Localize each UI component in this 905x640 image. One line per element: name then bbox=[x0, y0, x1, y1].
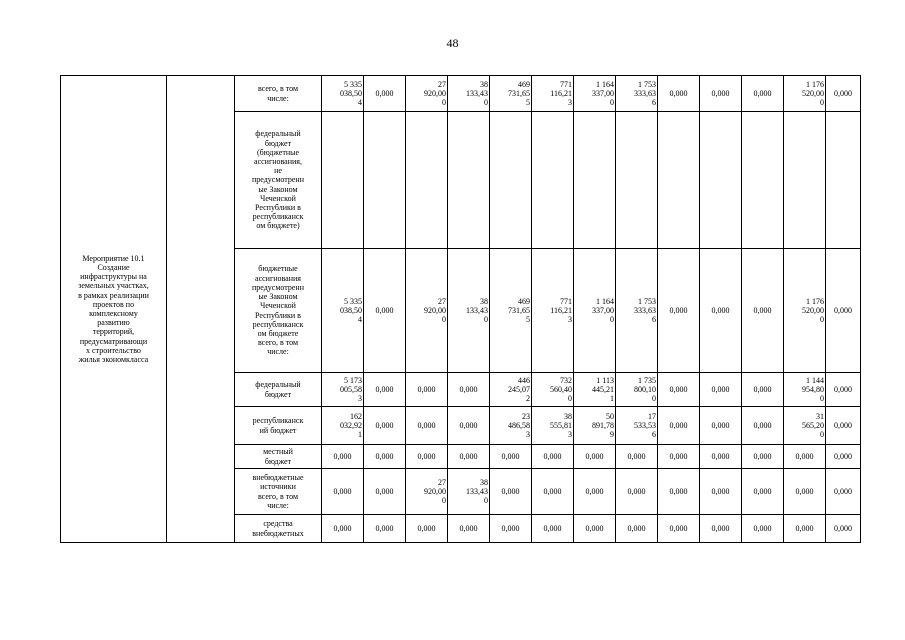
budget-table bbox=[60, 75, 861, 543]
funding-source: республиканск ий бюджет bbox=[252, 416, 304, 435]
value: 0,000 bbox=[711, 384, 730, 394]
value: 0,000 bbox=[459, 420, 478, 430]
value: 0,000 bbox=[585, 486, 604, 496]
value-cell bbox=[700, 76, 742, 112]
value-cell bbox=[574, 445, 616, 469]
value: 5 335 038,50 4 bbox=[340, 79, 362, 108]
value-cell bbox=[532, 112, 574, 249]
value-cell bbox=[322, 76, 364, 112]
value-cell bbox=[490, 407, 532, 445]
value-cell bbox=[784, 249, 826, 373]
value-cell bbox=[322, 112, 364, 249]
value-cell bbox=[574, 373, 616, 407]
funding-source-cell bbox=[235, 515, 322, 543]
value-cell bbox=[742, 112, 784, 249]
value: 0,000 bbox=[834, 486, 852, 496]
value: 1 753 333,63 6 bbox=[634, 79, 656, 108]
value: 771 116,21 3 bbox=[550, 79, 572, 108]
value-cell bbox=[742, 373, 784, 407]
value: 0,000 bbox=[501, 451, 520, 461]
value-cell bbox=[364, 76, 406, 112]
value-cell bbox=[742, 249, 784, 373]
value: 162 032,92 1 bbox=[340, 411, 362, 440]
value-cell bbox=[742, 469, 784, 515]
value: 0,000 bbox=[795, 486, 814, 496]
value: 0,000 bbox=[375, 384, 394, 394]
value-cell bbox=[448, 407, 490, 445]
value-cell bbox=[490, 445, 532, 469]
value-cell bbox=[532, 76, 574, 112]
value: 0,000 bbox=[417, 451, 436, 461]
value: 0,000 bbox=[543, 451, 562, 461]
value: 0,000 bbox=[333, 451, 352, 461]
value: 0,000 bbox=[753, 451, 772, 461]
value: 0,000 bbox=[711, 420, 730, 430]
table-body bbox=[61, 76, 861, 543]
value-cell bbox=[406, 112, 448, 249]
value-cell bbox=[532, 469, 574, 515]
funding-source-cell bbox=[235, 76, 322, 112]
value: 0,000 bbox=[459, 451, 478, 461]
value-cell bbox=[700, 373, 742, 407]
value-cell bbox=[574, 112, 616, 249]
value-cell bbox=[826, 76, 861, 112]
value-cell bbox=[700, 445, 742, 469]
value: 0,000 bbox=[753, 88, 772, 98]
measure-name-cell bbox=[61, 76, 167, 543]
value-cell bbox=[658, 76, 700, 112]
funding-source: федеральный бюджет (бюджетные ассигнования, не предусмотренн ые Законом Чеченской Республики в республиканск ом бюджете) bbox=[251, 129, 304, 231]
value: 0,000 bbox=[711, 305, 730, 315]
value-cell bbox=[784, 112, 826, 249]
value: 1 164 337,00 0 bbox=[592, 296, 614, 325]
value: 0,000 bbox=[795, 523, 814, 533]
value-cell bbox=[616, 407, 658, 445]
value: 0,000 bbox=[834, 523, 852, 533]
funding-source: внебюджетные источники всего, в том числе: bbox=[252, 473, 304, 510]
value-cell bbox=[532, 249, 574, 373]
value-cell bbox=[700, 515, 742, 543]
blank-cell bbox=[167, 76, 235, 543]
funding-source-cell bbox=[235, 249, 322, 373]
value-cell bbox=[322, 515, 364, 543]
value: 446 245,07 2 bbox=[508, 375, 530, 404]
value: 0,000 bbox=[375, 305, 394, 315]
value: 0,000 bbox=[669, 88, 688, 98]
value: 0,000 bbox=[627, 523, 646, 533]
value-cell bbox=[448, 249, 490, 373]
value: 469 731,65 5 bbox=[508, 79, 530, 108]
value: 27 920,00 0 bbox=[424, 79, 446, 108]
value: 0,000 bbox=[669, 420, 688, 430]
table-row bbox=[61, 76, 861, 112]
value: 0,000 bbox=[834, 88, 852, 98]
value-cell bbox=[364, 112, 406, 249]
value: 1 113 445,21 1 bbox=[592, 375, 614, 404]
value-cell bbox=[574, 249, 616, 373]
value-cell bbox=[616, 249, 658, 373]
value: 0,000 bbox=[585, 523, 604, 533]
value-cell bbox=[448, 76, 490, 112]
value: 0,000 bbox=[375, 486, 394, 496]
funding-source-cell bbox=[235, 445, 322, 469]
value-cell bbox=[406, 515, 448, 543]
value: 0,000 bbox=[669, 384, 688, 394]
value: 0,000 bbox=[711, 451, 730, 461]
value-cell bbox=[364, 249, 406, 373]
value-cell bbox=[826, 445, 861, 469]
funding-source: всего, в том числе: bbox=[257, 84, 299, 103]
value-cell bbox=[742, 407, 784, 445]
value: 732 560,40 0 bbox=[550, 375, 572, 404]
value-cell bbox=[532, 407, 574, 445]
value-cell bbox=[406, 469, 448, 515]
value-cell bbox=[490, 76, 532, 112]
value: 0,000 bbox=[669, 486, 688, 496]
value: 0,000 bbox=[669, 305, 688, 315]
value-cell bbox=[616, 112, 658, 249]
value: 0,000 bbox=[375, 451, 394, 461]
value: 0,000 bbox=[834, 384, 852, 394]
value-cell bbox=[826, 515, 861, 543]
value: 38 133,43 0 bbox=[466, 79, 488, 108]
value-cell bbox=[784, 469, 826, 515]
value-cell bbox=[490, 249, 532, 373]
value-cell bbox=[826, 249, 861, 373]
value-cell bbox=[574, 515, 616, 543]
value: 1 144 954,80 0 bbox=[802, 375, 824, 404]
value-cell bbox=[616, 515, 658, 543]
value-cell bbox=[784, 76, 826, 112]
value-cell bbox=[658, 469, 700, 515]
value-cell bbox=[532, 373, 574, 407]
value: 5 173 005,58 3 bbox=[340, 375, 362, 404]
value-cell bbox=[658, 445, 700, 469]
value-cell bbox=[322, 407, 364, 445]
value-cell bbox=[700, 112, 742, 249]
value: 469 731,65 5 bbox=[508, 296, 530, 325]
value: 0,000 bbox=[753, 305, 772, 315]
value: 0,000 bbox=[795, 451, 814, 461]
value-cell bbox=[532, 515, 574, 543]
value: 0,000 bbox=[375, 523, 394, 533]
value-cell bbox=[490, 112, 532, 249]
value-cell bbox=[490, 469, 532, 515]
value-cell bbox=[322, 373, 364, 407]
value-cell bbox=[826, 469, 861, 515]
value-cell bbox=[322, 469, 364, 515]
value: 0,000 bbox=[333, 486, 352, 496]
value: 0,000 bbox=[834, 451, 852, 461]
value: 0,000 bbox=[501, 523, 520, 533]
value: 1 176 520,00 0 bbox=[802, 79, 824, 108]
page-number: 48 bbox=[446, 36, 459, 50]
value: 38 133,43 0 bbox=[466, 477, 488, 506]
value: 50 891,78 9 bbox=[592, 411, 614, 440]
value: 0,000 bbox=[417, 523, 436, 533]
value-cell bbox=[658, 249, 700, 373]
funding-source-cell bbox=[235, 112, 322, 249]
value: 0,000 bbox=[459, 384, 478, 394]
value-cell bbox=[364, 445, 406, 469]
value-cell bbox=[448, 469, 490, 515]
value-cell bbox=[826, 407, 861, 445]
value-cell bbox=[490, 373, 532, 407]
funding-source-cell bbox=[235, 407, 322, 445]
value-cell bbox=[616, 76, 658, 112]
value-cell bbox=[700, 249, 742, 373]
value-cell bbox=[574, 76, 616, 112]
funding-source-cell bbox=[235, 373, 322, 407]
value-cell bbox=[364, 373, 406, 407]
value-cell bbox=[322, 249, 364, 373]
value: 5 335 038,50 4 bbox=[340, 296, 362, 325]
value-cell bbox=[322, 445, 364, 469]
value: 0,000 bbox=[669, 451, 688, 461]
value: 0,000 bbox=[753, 384, 772, 394]
value-cell bbox=[616, 469, 658, 515]
value: 27 920,00 0 bbox=[424, 296, 446, 325]
value: 0,000 bbox=[834, 420, 852, 430]
value-cell bbox=[406, 249, 448, 373]
value-cell bbox=[448, 112, 490, 249]
funding-source-cell bbox=[235, 469, 322, 515]
value-cell bbox=[574, 469, 616, 515]
value: 1 735 800,10 0 bbox=[634, 375, 656, 404]
value: 0,000 bbox=[333, 523, 352, 533]
value-cell bbox=[784, 373, 826, 407]
value-cell bbox=[826, 373, 861, 407]
value: 771 116,21 3 bbox=[550, 296, 572, 325]
value: 0,000 bbox=[375, 420, 394, 430]
value: 17 533,53 6 bbox=[634, 411, 656, 440]
funding-source: средства внебюджетных bbox=[252, 519, 304, 538]
value: 0,000 bbox=[753, 523, 772, 533]
value: 1 176 520,00 0 bbox=[802, 296, 824, 325]
value-cell bbox=[448, 445, 490, 469]
value-cell bbox=[406, 76, 448, 112]
value-cell bbox=[406, 407, 448, 445]
value: 23 486,58 3 bbox=[508, 411, 530, 440]
value: 1 753 333,63 6 bbox=[634, 296, 656, 325]
funding-source: местный бюджет bbox=[263, 447, 293, 466]
value-cell bbox=[406, 445, 448, 469]
value: 0,000 bbox=[501, 486, 520, 496]
value: 0,000 bbox=[627, 451, 646, 461]
funding-source: бюджетные ассигнования предусмотренн ые Законом Чеченской Республики в республиканск ом бюджете всего, в том числе: bbox=[251, 264, 304, 357]
value-cell bbox=[448, 515, 490, 543]
value-cell bbox=[364, 407, 406, 445]
value-cell bbox=[700, 407, 742, 445]
value-cell bbox=[616, 373, 658, 407]
value-cell bbox=[448, 373, 490, 407]
value-cell bbox=[784, 515, 826, 543]
value: 0,000 bbox=[669, 523, 688, 533]
value-cell bbox=[784, 445, 826, 469]
value: 1 164 337,00 0 bbox=[592, 79, 614, 108]
value-cell bbox=[658, 373, 700, 407]
value-cell bbox=[826, 112, 861, 249]
value: 0,000 bbox=[711, 486, 730, 496]
value-cell bbox=[742, 76, 784, 112]
value-cell bbox=[700, 469, 742, 515]
value: 0,000 bbox=[753, 420, 772, 430]
value: 0,000 bbox=[543, 486, 562, 496]
value-cell bbox=[532, 445, 574, 469]
value: 27 920,00 0 bbox=[424, 477, 446, 506]
value-cell bbox=[364, 515, 406, 543]
value: 0,000 bbox=[375, 88, 394, 98]
value: 0,000 bbox=[417, 384, 436, 394]
value-cell bbox=[574, 407, 616, 445]
value-cell bbox=[784, 407, 826, 445]
value: 0,000 bbox=[627, 486, 646, 496]
value: 0,000 bbox=[585, 451, 604, 461]
value: 0,000 bbox=[459, 523, 478, 533]
value-cell bbox=[742, 445, 784, 469]
value-cell bbox=[742, 515, 784, 543]
value-cell bbox=[658, 112, 700, 249]
value: 0,000 bbox=[753, 486, 772, 496]
value-cell bbox=[364, 469, 406, 515]
value: 0,000 bbox=[417, 420, 436, 430]
value-cell bbox=[406, 373, 448, 407]
value-cell bbox=[616, 445, 658, 469]
value-cell bbox=[490, 515, 532, 543]
value: 31 565,20 0 bbox=[802, 411, 824, 440]
funding-source: федеральный бюджет bbox=[255, 380, 301, 399]
value-cell bbox=[658, 515, 700, 543]
value: 0,000 bbox=[834, 305, 852, 315]
value: 0,000 bbox=[711, 88, 730, 98]
value: 38 555,81 3 bbox=[550, 411, 572, 440]
value: 38 133,43 0 bbox=[466, 296, 488, 325]
value: 0,000 bbox=[711, 523, 730, 533]
value: 0,000 bbox=[543, 523, 562, 533]
measure-name: Мероприятие 10.1 Создание инфраструктуры на земельных участках, в рамках реализации проектов по комплексному развитию территорий, предусматривающи х строительство жилья экономкласса bbox=[78, 253, 149, 365]
value-cell bbox=[658, 407, 700, 445]
